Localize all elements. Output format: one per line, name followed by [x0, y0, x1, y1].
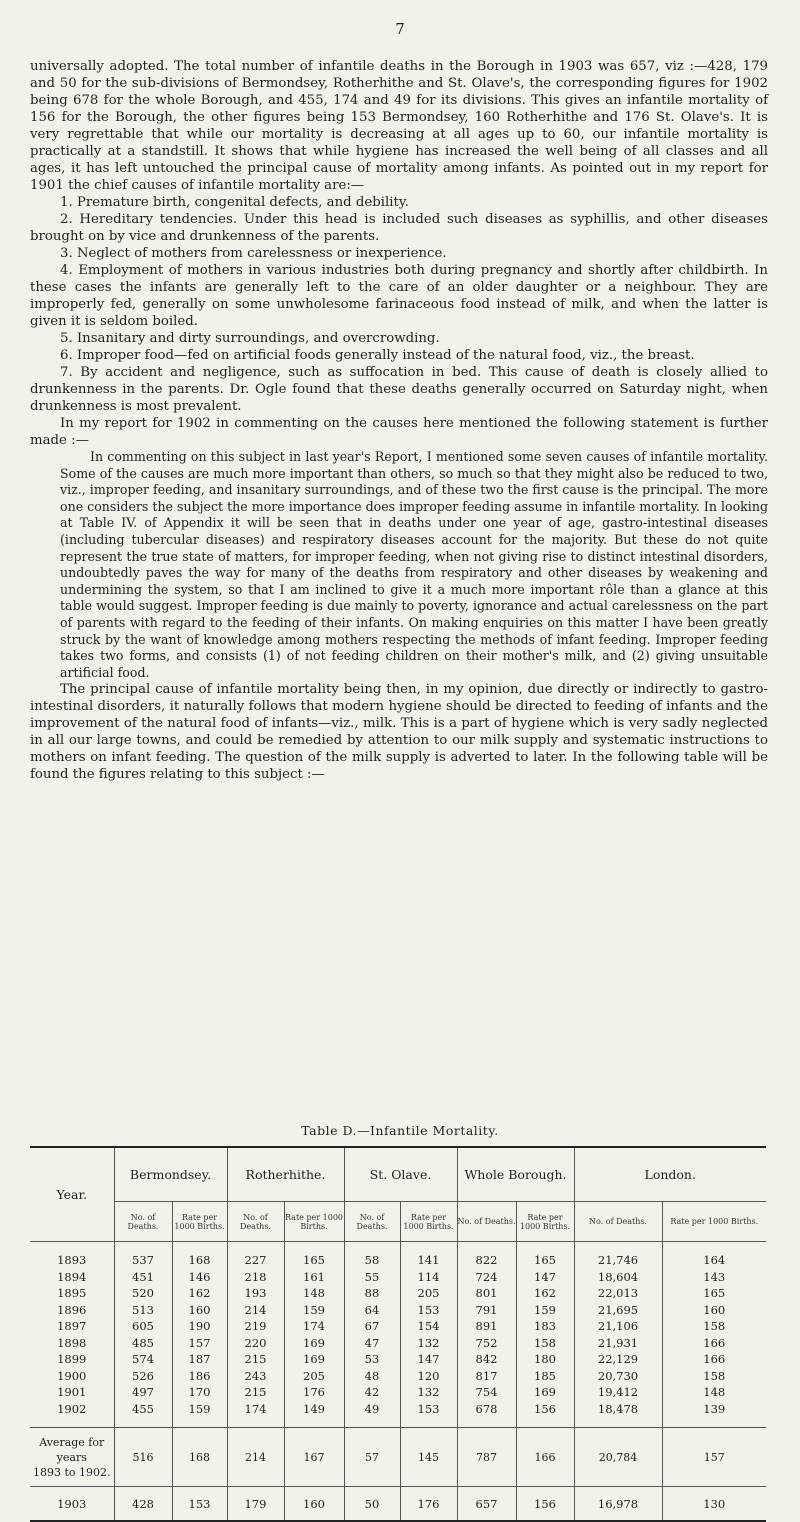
average-label-line: 1893 to 1902.: [32, 1465, 111, 1479]
table-cell: 147: [400, 1351, 457, 1368]
deaths-subheader: No. of Deaths.: [574, 1202, 662, 1242]
table-cell: 165: [662, 1285, 766, 1302]
table-cell: 164: [662, 1242, 766, 1269]
table-cell: 214: [227, 1428, 284, 1487]
table-cell: 516: [114, 1428, 172, 1487]
cause-item: 3. Neglect of mothers from carelessness or inexperience.: [60, 246, 447, 261]
table-cell: 752: [457, 1335, 516, 1352]
table-cell: 193: [227, 1285, 284, 1302]
report-1902-intro: In my report for 1902 in commenting on the causes here mentioned the following statement is further made :—: [30, 416, 768, 448]
table-cell: 174: [284, 1318, 344, 1335]
column-group-header: Rotherhithe.: [227, 1147, 344, 1202]
rate-subheader: Rate per 1000 Births.: [662, 1202, 766, 1242]
table-cell: 428: [114, 1487, 172, 1522]
table-cell: 156: [516, 1401, 574, 1428]
table-cell: 21,931: [574, 1335, 662, 1352]
table-cell: 513: [114, 1302, 172, 1319]
table-cell: 146: [172, 1269, 227, 1286]
table-cell: 169: [284, 1335, 344, 1352]
table-cell: 48: [344, 1368, 400, 1385]
table-cell: 724: [457, 1269, 516, 1286]
table-cell: 657: [457, 1487, 516, 1522]
table-cell: 574: [114, 1351, 172, 1368]
rate-subheader: Rate per 1000 Births.: [516, 1202, 574, 1242]
table-cell: 132: [400, 1335, 457, 1352]
table-cell: 170: [172, 1384, 227, 1401]
table-cell: 162: [172, 1285, 227, 1302]
table-cell: 159: [284, 1302, 344, 1319]
table-cell: 120: [400, 1368, 457, 1385]
column-group-header: Bermondsey.: [114, 1147, 227, 1202]
table-cell: 166: [662, 1351, 766, 1368]
table-cell: 153: [400, 1302, 457, 1319]
year-cell: 1893: [57, 1253, 87, 1268]
table-cell: 160: [172, 1302, 227, 1319]
cause-item: 2. Hereditary tendencies. Under this head is included such diseases as syphillis, and other diseases brought on by vice and drunkenness of the parents.: [30, 212, 768, 244]
table-cell: 220: [227, 1335, 284, 1352]
average-label-line: years: [56, 1450, 87, 1464]
year-cell: 1900: [57, 1368, 87, 1383]
table-cell: 132: [400, 1384, 457, 1401]
table-cell: 114: [400, 1269, 457, 1286]
cause-item: 7. By accident and negligence, such as suffocation in bed. This cause of death is closely allied to drunkenness in the parents. Dr. Ogle found that these deaths generally occurred on Saturday night, when drunkenness is most prevalent.: [30, 365, 768, 414]
table-row: [30, 1242, 766, 1269]
table-cell: 205: [400, 1285, 457, 1302]
deaths-subheader: No. of Deaths.: [457, 1202, 516, 1242]
table-row: [30, 1368, 766, 1385]
table-cell: 214: [227, 1302, 284, 1319]
table-cell: 20,784: [574, 1428, 662, 1487]
table-cell: 158: [662, 1368, 766, 1385]
table-cell: 22,013: [574, 1285, 662, 1302]
table-cell: 174: [227, 1401, 284, 1428]
table-cell: 161: [284, 1269, 344, 1286]
table-cell: 160: [662, 1302, 766, 1319]
table-cell: 605: [114, 1318, 172, 1335]
table-cell: 22,129: [574, 1351, 662, 1368]
table-cell: 53: [344, 1351, 400, 1368]
table-cell: 153: [172, 1487, 227, 1522]
table-cell: 156: [516, 1487, 574, 1522]
table-cell: 149: [284, 1401, 344, 1428]
table-cell: 57: [344, 1428, 400, 1487]
table-cell: 215: [227, 1384, 284, 1401]
table-row: [30, 1269, 766, 1286]
average-row: [30, 1428, 766, 1487]
table-cell: 21,746: [574, 1242, 662, 1269]
infantile-mortality-table: [30, 1146, 766, 1522]
table-row: [30, 1401, 766, 1428]
quoted-statement: [30, 449, 768, 681]
table-cell: 186: [172, 1368, 227, 1385]
year-column-header: Year.: [30, 1147, 114, 1242]
table-cell: 157: [172, 1335, 227, 1352]
table-cell: 179: [227, 1487, 284, 1522]
table-cell: 130: [662, 1487, 766, 1522]
table-cell: 141: [400, 1242, 457, 1269]
table-cell: 16,978: [574, 1487, 662, 1522]
table-cell: 167: [284, 1428, 344, 1487]
table-row: [30, 1318, 766, 1335]
cause-item: 5. Insanitary and dirty surroundings, and overcrowding.: [60, 331, 440, 346]
cause-item: 6. Improper food—fed on artificial foods generally instead of the natural food, viz., the breast.: [60, 348, 695, 363]
table-row: [30, 1285, 766, 1302]
table-cell: 148: [284, 1285, 344, 1302]
table-cell: 187: [172, 1351, 227, 1368]
table-cell: 227: [227, 1242, 284, 1269]
table-cell: 67: [344, 1318, 400, 1335]
year-cell: 1902: [57, 1401, 87, 1416]
year-cell: 1896: [57, 1302, 87, 1317]
table-cell: 143: [662, 1269, 766, 1286]
year-cell: 1895: [57, 1286, 87, 1301]
table-cell: 190: [172, 1318, 227, 1335]
table-cell: 88: [344, 1285, 400, 1302]
table-cell: 47: [344, 1335, 400, 1352]
table-cell: 183: [516, 1318, 574, 1335]
table-cell: 18,604: [574, 1269, 662, 1286]
table-cell: 154: [400, 1318, 457, 1335]
table-cell: 153: [400, 1401, 457, 1428]
table-cell: 801: [457, 1285, 516, 1302]
body-text: [30, 58, 768, 783]
year-cell: 1897: [57, 1319, 87, 1334]
table-cell: 157: [662, 1428, 766, 1487]
deaths-subheader: No. of Deaths.: [114, 1202, 172, 1242]
table-cell: 18,478: [574, 1401, 662, 1428]
table-cell: 165: [516, 1242, 574, 1269]
rate-subheader: Rate per 1000 Births.: [172, 1202, 227, 1242]
table-cell: 678: [457, 1401, 516, 1428]
deaths-subheader: No. of Deaths.: [227, 1202, 284, 1242]
table-caption: Table D.—Infantile Mortality.: [301, 1123, 499, 1138]
average-label: [30, 1428, 114, 1487]
deaths-subheader: No. of Deaths.: [344, 1202, 400, 1242]
table-header-row: [30, 1147, 766, 1202]
table-cell: 526: [114, 1368, 172, 1385]
table-cell: 520: [114, 1285, 172, 1302]
table-cell: 159: [172, 1401, 227, 1428]
rate-subheader: Rate per 1000 Births.: [400, 1202, 457, 1242]
table-subheader-row: [30, 1202, 766, 1242]
year-cell: 1898: [57, 1335, 87, 1350]
year-cell: 1894: [57, 1269, 87, 1284]
table-cell: 50: [344, 1487, 400, 1522]
table-cell: 842: [457, 1351, 516, 1368]
table-cell: 21,695: [574, 1302, 662, 1319]
column-group-header: London.: [574, 1147, 766, 1202]
table-cell: 791: [457, 1302, 516, 1319]
table-cell: 169: [284, 1351, 344, 1368]
table-cell: 158: [662, 1318, 766, 1335]
table-cell: 148: [662, 1384, 766, 1401]
table-row: [30, 1302, 766, 1319]
table-cell: 218: [227, 1269, 284, 1286]
table-cell: 176: [400, 1487, 457, 1522]
table-cell: 159: [516, 1302, 574, 1319]
table-cell: 219: [227, 1318, 284, 1335]
table-cell: 58: [344, 1242, 400, 1269]
table-cell: 185: [516, 1368, 574, 1385]
table-cell: 55: [344, 1269, 400, 1286]
year-cell: 1899: [57, 1352, 87, 1367]
table-cell: 49: [344, 1401, 400, 1428]
table-cell: 158: [516, 1335, 574, 1352]
table-cell: 168: [172, 1242, 227, 1269]
table-cell: 145: [400, 1428, 457, 1487]
table-cell: 451: [114, 1269, 172, 1286]
table-cell: 168: [172, 1428, 227, 1487]
cause-item: 4. Employment of mothers in various industries both during pregnancy and shortly after childbirth. In these cases the infants are generally left to the care of an older daughter or a neighbour. They are improperly fed, generally on some unwholesome farinaceous food instead of milk, and when the latter is given it is seldom boiled.: [30, 263, 768, 329]
table-row: [30, 1384, 766, 1401]
table-cell: 166: [516, 1428, 574, 1487]
causes-list: [30, 194, 768, 415]
quote-paragraph: In commenting on this subject in last year's Report, I mentioned some seven causes of infantile mortality. Some of the causes are much more important than others, so much so that they might also be reduced to two, viz., improper feeding, and insanitary surroundings, and of these two the first cause is the principal. The more one considers the subject the more importance does improper feeding assume in infantile mortality. In looking at Table IV. of Appendix it will be seen that in deaths under one year of age, gastro-intestinal diseases (including tubercular diseases) and respiratory diseases account for the majority. But these do not quite represent the true state of matters, for improper feeding, when not giving rise to distinct intestinal disorders, undoubtedly paves the way for many of the deaths from respiratory and other diseases by weakening and undermining the system, so that I am inclined to give it a much more important rôle than a glance at this table would suggest. Improper feeding is due mainly to poverty, ignorance and actual carelessness on the part of parents with regard to the feeding of their infants. On making enquiries on this matter I have been greatly struck by the want of knowledge among mothers respecting the methods of infant feeding. Improper feeding takes two forms, and consists (1) of not feeding children on their mother's milk, and (2) giving unsuitable artificial food.: [60, 449, 769, 680]
table-cell: 147: [516, 1269, 574, 1286]
table-cell: 162: [516, 1285, 574, 1302]
year-cell: 1901: [57, 1385, 87, 1400]
table-cell: 64: [344, 1302, 400, 1319]
table-cell: 166: [662, 1335, 766, 1352]
table-cell: 21,106: [574, 1318, 662, 1335]
conclusion-paragraph: The principal cause of infantile mortality being then, in my opinion, due directly or indirectly to gastro-intestinal disorders, it naturally follows that modern hygiene should be directed to feeding of infants and the improvement of the natural food of infants—viz., milk. This is a part of hygiene which is very sadly neglected in all our large towns, and could be remedied by attention to our milk supply and systematic instructions to mothers on infant feeding. The question of the milk supply is adverted to later. In the following table will be found the figures relating to this subject :—: [30, 682, 768, 783]
table-cell: 455: [114, 1401, 172, 1428]
year-cell: 1903: [57, 1496, 87, 1511]
table-cell: 139: [662, 1401, 766, 1428]
average-label-line: Average for: [39, 1435, 105, 1449]
table-cell: 497: [114, 1384, 172, 1401]
table-row: [30, 1351, 766, 1368]
table-cell: 169: [516, 1384, 574, 1401]
year-1903-row: [30, 1487, 766, 1522]
table-cell: 20,730: [574, 1368, 662, 1385]
table-cell: 754: [457, 1384, 516, 1401]
table-cell: 176: [284, 1384, 344, 1401]
column-group-header: St. Olave.: [344, 1147, 457, 1202]
table-cell: 485: [114, 1335, 172, 1352]
table-cell: 243: [227, 1368, 284, 1385]
table-cell: 165: [284, 1242, 344, 1269]
column-group-header: Whole Borough.: [457, 1147, 574, 1202]
table-cell: 817: [457, 1368, 516, 1385]
table-cell: 160: [284, 1487, 344, 1522]
intro-paragraph: universally adopted. The total number of infantile deaths in the Borough in 1903 was 657, viz :—428, 179 and 50 for the sub-divisions of Bermondsey, Rotherhithe and St. Olave's, the corresponding figures for 1902 being 678 for the whole Borough, and 455, 174 and 49 for its divisions. This gives an infantile mortality of 156 for the Borough, the other figures being 153 Bermondsey, 160 Rotherhithe and 176 St. Olave's. It is very regrettable that while our mortality is decreasing at all ages up to 60, our infantile mortality is practically at a standstill. It shows that while hygiene has increased the well being of all classes and all ages, it has left untouched the principal cause of mortality among infants. As pointed out in my report for 1901 the chief causes of infantile mortality are:—: [30, 59, 768, 193]
table-cell: 205: [284, 1368, 344, 1385]
rate-subheader: Rate per 1000 Births.: [284, 1202, 344, 1242]
table-cell: 891: [457, 1318, 516, 1335]
table-cell: 180: [516, 1351, 574, 1368]
table-cell: 787: [457, 1428, 516, 1487]
table-cell: 537: [114, 1242, 172, 1269]
table-cell: 215: [227, 1351, 284, 1368]
table-row: [30, 1335, 766, 1352]
page-number: 7: [395, 20, 405, 38]
table-cell: 42: [344, 1384, 400, 1401]
table-cell: 822: [457, 1242, 516, 1269]
cause-item: 1. Premature birth, congenital defects, and debility.: [60, 195, 409, 210]
table-cell: 19,412: [574, 1384, 662, 1401]
